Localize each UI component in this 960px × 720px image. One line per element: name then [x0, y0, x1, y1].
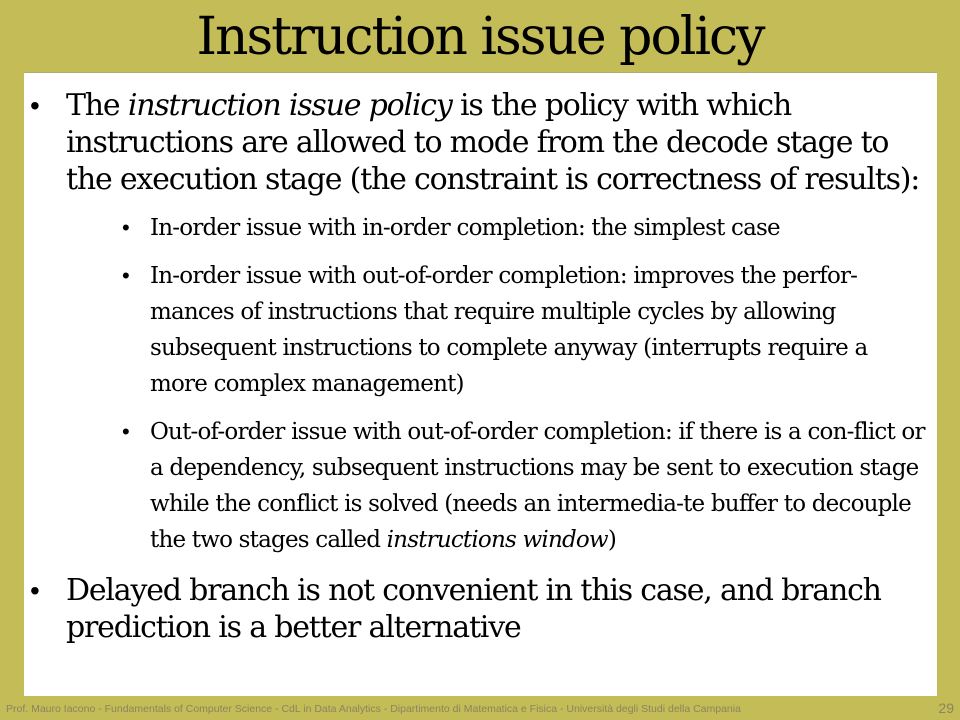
bullet-list [24, 87, 937, 646]
sub-bullet-in-order-completion [66, 210, 933, 246]
content-area [24, 72, 937, 696]
slide-footer: Prof. Mauro Iacono - Fundamentals of Computer Science - CdL in Data Analytics - Dipartimento di Matematica e Fisica - Università degli Studi della Campania [6, 703, 741, 715]
sub-bullet-text: In-order issue with out-of-order completion: improves the perfor-mances of instructions that require multiple cycles by allowing subsequent instructions to complete anyway (interrupts require a more complex management) [150, 263, 868, 397]
bullet-item-delayed-branch [24, 572, 937, 646]
bullet-text: Delayed branch is not convenient in this case, and branch prediction is a better alternative [66, 573, 881, 645]
bullet-item-issue-policy [24, 87, 937, 558]
sub-bullet-text: Out-of-order issue with out-of-order completion: if there is a con-flict or a dependency, subsequent instructions may be sent to execution stage while the conflict is solved (needs an intermedia-te buffer to decouple the two stages called [150, 419, 925, 553]
sub-bullet-text: In-order issue with in-order completion: the simplest case [150, 215, 780, 241]
sub-bullet-out-of-order-completion [66, 258, 933, 402]
sub-bullet-out-of-order-issue [66, 414, 933, 558]
bullet-emphasis: instruction issue policy [127, 88, 452, 123]
sub-bullet-list [66, 210, 933, 558]
sub-bullet-text: ) [607, 527, 617, 553]
bullet-text: The [66, 88, 128, 123]
page-number: 29 [938, 700, 954, 716]
sub-bullet-emphasis: instructions window [386, 527, 608, 553]
bullet-text: is the policy with which instructions are allowed to mode from the decode stage to the execution stage (the constraint is correctness of results): [66, 88, 920, 197]
slide-title: Instruction issue policy [196, 7, 764, 67]
